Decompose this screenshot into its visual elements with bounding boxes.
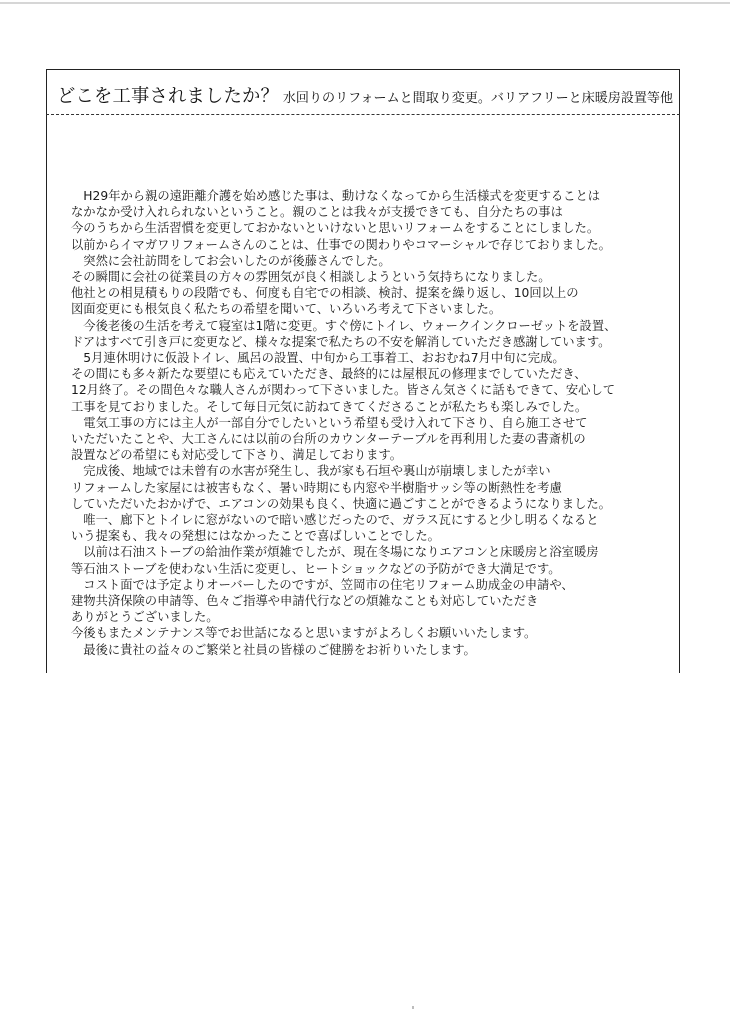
- body-line: 工事を見ておりました。そして毎日元気に訪ねてきてくださることが私たちも楽しみでした。: [71, 399, 588, 414]
- body-line: なかなか受け入れられないということ。親のことは我々が支援できても、自分たちの事は: [71, 205, 563, 220]
- question-answer: 水回りのリフォームと間取り変更。バリアフリーと床暖房設置等他: [282, 91, 673, 106]
- body-line: 突然に会社訪問をしてお会いしたのが後藤さんでした。: [71, 253, 391, 268]
- body-line: 今後もまたメンテナンス等でお世話になると思いますがよろしくお願いいたします。: [71, 626, 537, 641]
- question-label: どこを工事されましたか？: [57, 86, 279, 107]
- body-line: ドアはすべて引き戸に変更など、様々な提案で私たちの不安を解消していただき感謝しています。: [71, 334, 611, 349]
- body-line: コスト面では予定よりオーバーしたのですが、笠岡市の住宅リフォーム助成金の申請や、: [71, 577, 574, 592]
- body-line: H29年から親の遠距離介護を始め感じた事は、動けなくなってから生活様式を変更することは: [71, 189, 601, 203]
- body-line: その瞬間に会社の従業員の方々の雰囲気が良く相談しようという気持ちになりました。: [71, 270, 551, 285]
- body-line: 5月連休明けに仮設トイレ、風呂の設置、中旬から工事着工、おおむね7月中旬に完成。: [71, 351, 565, 366]
- body-line: 以前は石油ストーブの給油作業が煩雑でしたが、現在冬場になりエアコンと床暖房と浴室暖房: [71, 545, 599, 560]
- body-line: 図面変更にも根気良く私たちの希望を聞いて、いろいろ考えて下さいました。: [71, 302, 502, 317]
- body-line: 以前からイマガワリフォームさんのことは、仕事での関わりやコマーシャルで存じておりました。: [71, 237, 611, 252]
- body-line: 最後に貴社の益々のご繁栄と社員の皆様のご健勝をお祈りいたします。: [71, 642, 476, 657]
- body-line: その間にも多々新たな要望にも応えていただき、最終的には屋根瓦の修理までしていただき、: [71, 367, 587, 382]
- testimonial-body: [71, 188, 673, 658]
- body-line: 今後老後の生活を考えて寝室は1階に変更。すぐ傍にトイレ、ウォークインクローゼットを設置、: [71, 318, 617, 333]
- scan-edge-line: [0, 2, 730, 4]
- dashed-divider: [46, 114, 680, 115]
- body-line: ありがとうございました。: [71, 610, 219, 625]
- body-line: 等石油ストーブを使わない生活に変更し、ヒートショックなどの予防ができ大満足です。: [71, 561, 561, 576]
- body-line: 設置などの希望にも対応受して下さり、満足しております。: [71, 448, 403, 463]
- body-line: 他社との相見積もりの段階でも、何度も自宅での相談、検討、提案を繰り返し、10回以上の: [71, 286, 579, 301]
- body-line: リフォームした家屋には被害もなく、暑い時期にも内窓や半樹脂サッシ等の断熱性を考慮: [71, 480, 562, 495]
- body-line: 唯一、廊下とトイレに窓がないので暗い感じだったので、ガラス瓦にすると少し明るくなると: [71, 513, 599, 528]
- body-line: 12月終了。その間色々な職人さんが関わって下さいました。皆さん気さくに話もできて、安心して: [71, 383, 616, 398]
- question-row: [57, 82, 673, 110]
- body-line: 電気工事の方には主人が一部自分でしたいという希望も受け入れて下さり、自ら施工させて: [71, 415, 588, 430]
- scan-speck: [412, 1006, 414, 1009]
- body-line: いただいたことや、大工さんには以前の台所のカウンターテーブルを再利用した妻の書斎机の: [71, 432, 586, 447]
- body-line: していただいたおかげで、エアコンの効果も良く、快適に過ごすことができるようになりました。: [71, 496, 611, 511]
- body-line: 建物共済保険の申請等、色々ご指導や申請代行などの煩雑なことも対応していただき: [71, 594, 539, 609]
- body-line: 完成後、地域では未曾有の水害が発生し、我が家も石垣や裏山が崩壊しましたが幸い: [71, 464, 551, 479]
- body-line: 今のうちから生活習慣を変更しておかないといけないと思いリフォームをすることにしました。: [71, 221, 600, 236]
- body-line: いう提案も、我々の発想にはなかったことで喜ばしいことでした。: [71, 529, 440, 544]
- survey-form-box: [46, 69, 680, 673]
